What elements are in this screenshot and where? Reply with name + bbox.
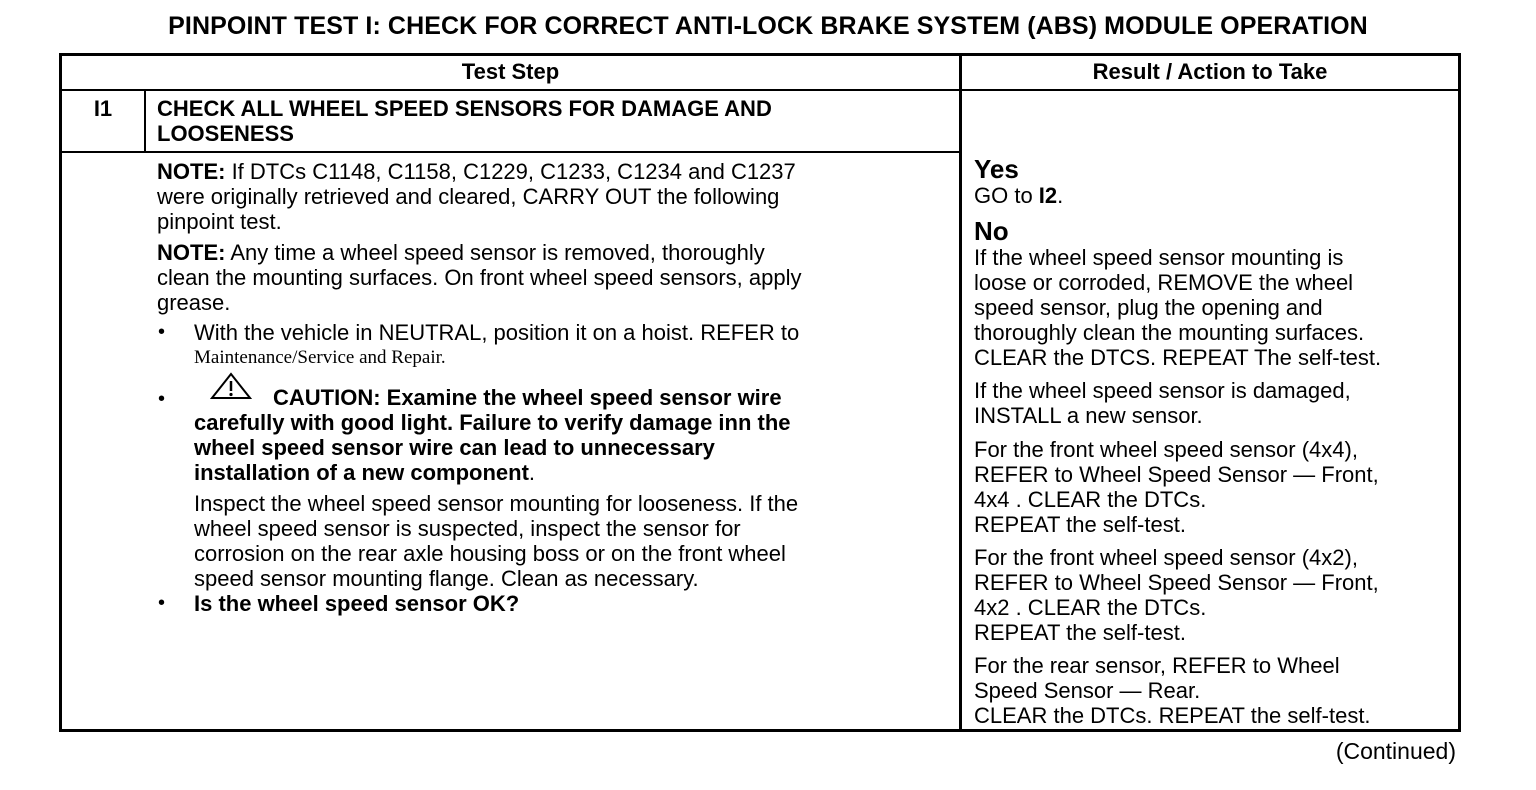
page-title: PINPOINT TEST I: CHECK FOR CORRECT ANTI-LOCK BRAKE SYSTEM (ABS) MODULE OPERATION (168, 12, 1368, 40)
header-test-step: Test Step (461, 59, 560, 84)
yes-heading: Yes (974, 154, 1019, 184)
no-heading: No (974, 216, 1009, 246)
no-action-4: For the front wheel speed sensor (4x2), REFER to Wheel Speed Sensor — Front, 4x2 . CLEAR the DTCs. REPEAT the self-test. (974, 545, 1379, 645)
bullet-marker: • (158, 388, 166, 410)
step-id-divider (144, 89, 146, 151)
step-reference: I2 (1038, 183, 1058, 208)
note-text: grease. (157, 290, 231, 315)
header-divider (62, 89, 1458, 91)
continued-label: (Continued) (1335, 738, 1456, 764)
step-title-line: CHECK ALL WHEEL SPEED SENSORS FOR DAMAGE AND (157, 96, 772, 121)
note-text: clean the mounting surfaces. On front wheel speed sensors, apply (157, 265, 802, 290)
step-title (157, 96, 897, 146)
bullet-1-text: With the vehicle in NEUTRAL, position it on a hoist. REFER to (194, 320, 800, 345)
step-title-line: LOOSENESS (157, 121, 294, 146)
yes-action: GO to I2. (974, 183, 1064, 208)
question-text: Is the wheel speed sensor OK? (194, 591, 520, 616)
bullet-marker: • (158, 321, 166, 343)
no-action-2: If the wheel speed sensor is damaged, INSTALL a new sensor. (974, 378, 1351, 428)
note-1 (157, 159, 796, 234)
step-id: I1 (93, 96, 113, 121)
note-text: Any time a wheel speed sensor is removed, thoroughly (225, 240, 765, 265)
column-divider (959, 56, 962, 729)
note-text: were originally retrieved and cleared, CARRY OUT the following (157, 184, 780, 209)
header-result-action: Result / Action to Take (1092, 59, 1328, 84)
note-2 (157, 240, 801, 315)
reference-link-text: Maintenance/Service and Repair. (194, 347, 446, 368)
bullet-marker: • (158, 592, 166, 614)
no-action-3: For the front wheel speed sensor (4x4), REFER to Wheel Speed Sensor — Front, 4x4 . CLEAR the DTCs. REPEAT the self-test. (974, 437, 1379, 537)
no-action-5: For the rear sensor, REFER to Wheel Speed Sensor — Rear. CLEAR the DTCs. REPEAT the self-test. (974, 653, 1371, 728)
no-action-1: If the wheel speed sensor mounting is loose or corroded, REMOVE the wheel speed sensor, plug the opening and thoroughly clean the mounting surfaces. CLEAR the DTCS. REPEAT The self-test. (974, 245, 1382, 370)
note-text: pinpoint test. (157, 209, 282, 234)
note-label: NOTE: (157, 159, 226, 184)
inspect-text: Inspect the wheel speed sensor mounting for looseness. If the wheel speed sensor is suspected, inspect the sensor for corrosion on the rear axle housing boss or on the front wheel speed sensor mounting flange. Clean as necessary. (194, 491, 799, 591)
caution-text: CAUTION: Examine the wheel speed sensor wire carefully with good light. Failure to verify damage inn the wheel speed sensor wire can lead to unnecessary installation of a new component. (194, 385, 791, 485)
note-label: NOTE: (157, 240, 226, 265)
pinpoint-test-table (59, 53, 1461, 732)
step-title-divider (62, 151, 959, 153)
note-text: If DTCs C1148, C1158, C1229, C1233, C1234 and C1237 (225, 159, 796, 184)
